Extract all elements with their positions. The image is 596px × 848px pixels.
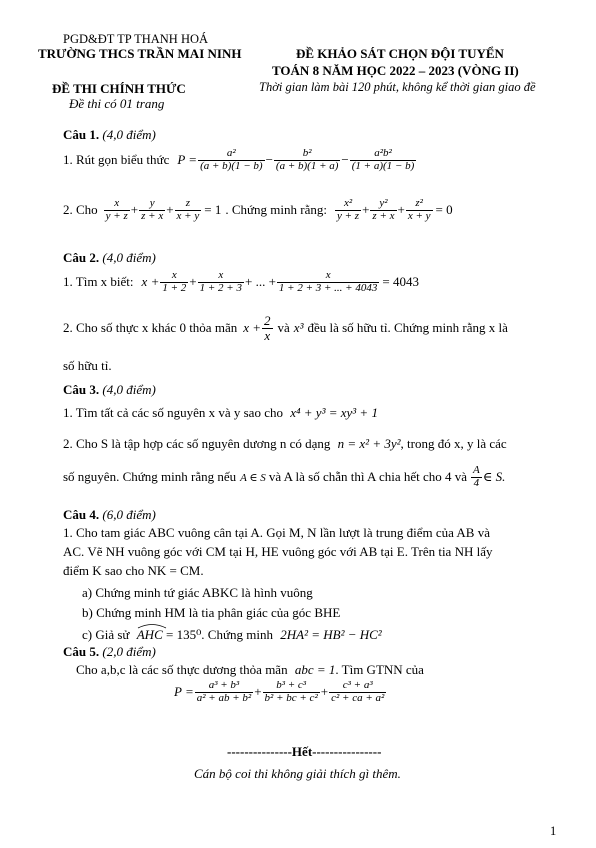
exam-title: ĐỀ KHẢO SÁT CHỌN ĐỘI TUYỂN bbox=[296, 46, 504, 61]
time-note: Thời gian làm bài 120 phút, không kể thời gian giao đề bbox=[259, 80, 536, 94]
q5-line-1 bbox=[76, 662, 424, 678]
q4-line-3: điểm K sao cho NK = CM. bbox=[63, 563, 204, 578]
q2-k2: $\frac{x}{1 + 2 + 3}$ bbox=[199, 269, 242, 294]
dept-name: PGD&ĐT TP THANH HOÁ bbox=[63, 32, 209, 46]
q3-part1-eq: x⁴ + y³ = xy³ + 1 bbox=[290, 405, 378, 420]
q3-part2-text-d: và A là số chẵn thì A chia hết cho 4 và bbox=[268, 469, 468, 485]
q1-g3: $\frac{z}{x + y}$ bbox=[176, 197, 200, 222]
q1-part2-text: 2. Cho bbox=[63, 202, 98, 218]
q1-part1-text: 1. Rút gọn biểu thức bbox=[63, 152, 170, 168]
q1-part1: 1. Rút gọn biểu thức P = $\frac{\text{a²}}{(a + b)(1 - b)}$ − $\frac{\text{b²}}{(a + b)(1 + a)}$ − $\frac{\text{a²b²}}{(1 + a)(1 - b)}$ bbox=[63, 147, 415, 172]
q4-angle-value: = 135⁰ bbox=[165, 627, 202, 642]
q4-part-c-text: c) Giả sử bbox=[82, 627, 130, 642]
q4-line-1: 1. Cho tam giác ABC vuông cân tại A. Gọi M, N lần lượt là trung điểm của AB và bbox=[63, 525, 490, 540]
q2-k3: $\frac{x}{1 + 2 + 3 + ... + 4043}$ bbox=[278, 269, 378, 294]
q2-dots: + ... + bbox=[244, 274, 276, 290]
q2-part2 bbox=[63, 314, 508, 342]
q5-m1: $\frac{\text{a³ + b³}}{\text{a² + ab + b²}}$ bbox=[196, 679, 252, 704]
q5-m2: $\frac{\text{b³ + c³}}{\text{b² + bc + c²}}$ bbox=[264, 679, 318, 704]
q1-h3: $\frac{\text{z²}}{x + y}$ bbox=[407, 197, 431, 222]
q5-line-1-text: Cho a,b,c là các số thực dương thỏa mãn bbox=[76, 662, 288, 677]
q4-part-c-eq: 2HA² = HB² − HC² bbox=[280, 627, 382, 642]
q4-line-2: AC. Vẽ NH vuông góc với CM tại H, HE vuông góc với AB tại E. Trên tia NH lấy bbox=[63, 544, 493, 559]
arc-mark-icon bbox=[137, 623, 167, 629]
q3-a-over-4: $\frac{A}{4}$ bbox=[473, 464, 480, 489]
end-marker: ---------------Hết---------------- bbox=[227, 744, 382, 759]
page-count-note: Đề thi có 01 trang bbox=[69, 96, 165, 111]
question-1-heading bbox=[63, 127, 156, 143]
q3-part2-eq: n = x² + 3y² bbox=[337, 436, 401, 451]
q2-x-plus: x + bbox=[141, 274, 160, 290]
question-3-points: (4,0 điểm) bbox=[102, 382, 156, 397]
q5-line-1-end: . Tìm GTNN của bbox=[335, 662, 424, 677]
exam-subtitle: TOÁN 8 NĂM HỌC 2022 – 2023 (VÒNG II) bbox=[272, 63, 519, 78]
question-2-title: Câu 2. bbox=[63, 250, 100, 265]
q2-part2-text-a: 2. Cho số thực x khác 0 thỏa mãn bbox=[63, 320, 238, 336]
question-5-title: Câu 5. bbox=[63, 644, 100, 659]
question-5-heading bbox=[63, 644, 156, 660]
q3-part2-text-c: số nguyên. Chứng minh rằng nếu bbox=[63, 469, 237, 485]
q5-expression: P = $\frac{\text{a³ + b³}}{\text{a² + ab + b²}}$ + $\frac{\text{b³ + c³}}{\text{b² + bc + c²}}$ + $\frac{\text{c³ + a³}}{\text{c² + ca + a²}}$ bbox=[174, 679, 385, 704]
question-3-heading bbox=[63, 382, 156, 398]
q3-part2-text-b: , trong đó x, y là các bbox=[400, 436, 507, 451]
q1-p-lhs: P = bbox=[177, 152, 198, 168]
q1-g2: $\frac{y}{z + x}$ bbox=[141, 197, 164, 222]
question-5-points: (2,0 điểm) bbox=[102, 644, 156, 659]
q1-prove-text: . Chứng minh rằng: bbox=[225, 202, 327, 218]
q5-m3: $\frac{\text{c³ + a³}}{\text{c² + ca + a²}}$ bbox=[331, 679, 385, 704]
q4-angle-ahc: AHC bbox=[137, 627, 163, 643]
q1-g1: $\frac{x}{y + z}$ bbox=[105, 197, 128, 222]
question-2-heading bbox=[63, 250, 156, 266]
q5-p-lhs: P = bbox=[174, 684, 194, 700]
question-4-heading bbox=[63, 507, 156, 523]
proctor-note: Cán bộ coi thi không giải thích gì thêm. bbox=[194, 766, 401, 781]
q2-x3: x³ bbox=[293, 320, 304, 336]
q5-abc-eq: abc = 1 bbox=[294, 662, 336, 677]
official-exam-label: ĐỀ THI CHÍNH THỨC bbox=[52, 81, 186, 96]
q3-a-in-s: A ∈ S bbox=[240, 471, 266, 484]
q3-part2-cont bbox=[63, 465, 505, 489]
q2-k1: $\frac{x}{1 + 2}$ bbox=[162, 269, 187, 294]
school-name: TRƯỜNG THCS TRẦN MAI NINH bbox=[38, 46, 242, 61]
q3-in-s-end: ∈ S. bbox=[482, 469, 506, 485]
q1-fraction-3: $\frac{\text{a²b²}}{(1 + a)(1 - b)}$ bbox=[351, 147, 415, 172]
q1-h1: $\frac{\text{x²}}{y + z}$ bbox=[336, 197, 360, 222]
question-4-points: (6,0 điểm) bbox=[102, 507, 156, 522]
q3-part1-text: 1. Tìm tất cả các số nguyên x và y sao cho bbox=[63, 405, 283, 420]
q3-part1 bbox=[63, 405, 378, 421]
q1-eq1: = 1 bbox=[204, 202, 222, 218]
question-1-points: (4,0 điểm) bbox=[102, 127, 156, 142]
q2-expr-x: x + bbox=[243, 320, 262, 336]
q1-fraction-1: $\frac{\text{a²}}{(a + b)(1 - b)}$ bbox=[200, 147, 263, 172]
q1-eq0: = 0 bbox=[435, 202, 453, 218]
q2-part1-text: 1. Tìm x biết: bbox=[63, 274, 134, 290]
q4-part-a: a) Chứng minh tứ giác ABKC là hình vuông bbox=[82, 585, 313, 600]
page-number: 1 bbox=[550, 824, 557, 838]
q1-h2: $\frac{\text{y²}}{z + x}$ bbox=[372, 197, 395, 222]
question-4-title: Câu 4. bbox=[63, 507, 100, 522]
q4-part-c bbox=[82, 627, 382, 643]
question-1-title: Câu 1. bbox=[63, 127, 100, 142]
question-2-points: (4,0 điểm) bbox=[102, 250, 156, 265]
q1-fraction-2: $\frac{\text{b²}}{(a + b)(1 + a)}$ bbox=[275, 147, 339, 172]
q4-part-c-prove: . Chứng minh bbox=[201, 627, 273, 642]
q4-part-b: b) Chứng minh HM là tia phân giác của góc BHE bbox=[82, 605, 341, 620]
q2-part2-cont: số hữu tỉ. bbox=[63, 358, 112, 373]
q2-eq: = 4043 bbox=[382, 274, 419, 290]
q3-part2 bbox=[63, 436, 507, 452]
q2-two-over-x: $\frac{2}{x}$ bbox=[264, 313, 271, 343]
q1-part2: 2. Cho $\frac{x}{y + z}$ + $\frac{y}{z + x}$ + $\frac{z}{x + y}$ = 1 . Chứng minh rằng: $\frac{\text{x²}}{y + z}$ + $\frac{\text{y²}}{z + x}$ + $\frac{\text{z²}}{x + y}$ = 0 bbox=[63, 197, 453, 222]
q2-part1: 1. Tìm x biết: x + $\frac{x}{1 + 2}$ + $\frac{x}{1 + 2 + 3}$ + ... + $\frac{x}{1 + 2 + 3 + ... + 4043}$ = 4043 bbox=[63, 269, 419, 294]
q3-part2-text-a: 2. Cho S là tập hợp các số nguyên dương n có dạng bbox=[63, 436, 331, 451]
q2-and: và bbox=[277, 320, 290, 336]
q2-part2-text-b: đều là số hữu tỉ. Chứng minh rằng x là bbox=[307, 320, 508, 336]
question-3-title: Câu 3. bbox=[63, 382, 100, 397]
